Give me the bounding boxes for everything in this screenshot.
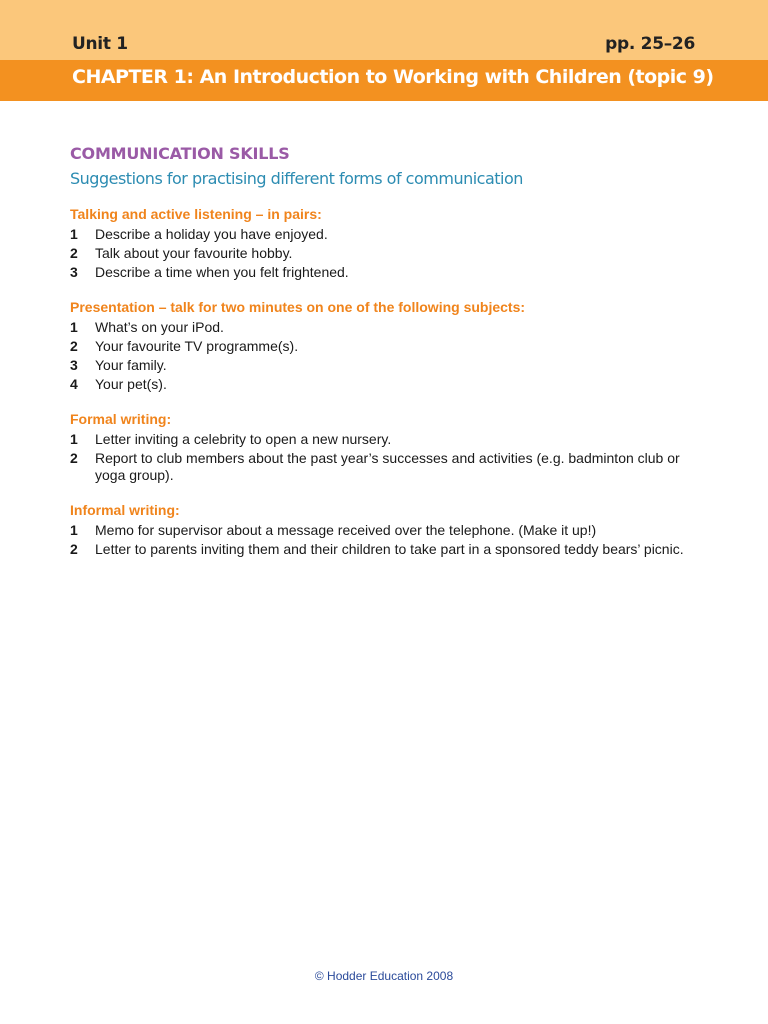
list-item bbox=[70, 226, 710, 243]
list-item bbox=[70, 319, 710, 336]
formal-writing-block bbox=[70, 411, 710, 484]
item-text: Describe a time when you felt frightened. bbox=[95, 264, 349, 280]
copyright-footer: © Hodder Education 2008 bbox=[314, 969, 454, 983]
item-text: Your family. bbox=[95, 357, 167, 373]
item-number: 3 bbox=[70, 357, 78, 373]
section-title: COMMUNICATION SKILLS bbox=[70, 144, 290, 163]
item-number: 2 bbox=[70, 245, 78, 261]
informal-writing-block bbox=[70, 502, 710, 558]
list-item bbox=[70, 431, 710, 448]
presentation-block bbox=[70, 299, 710, 393]
block-heading: Formal writing: bbox=[70, 411, 172, 427]
item-number: 3 bbox=[70, 264, 78, 280]
item-text: Letter to parents inviting them and their children to take part in a sponsored teddy bears’ picnic. bbox=[95, 541, 684, 557]
item-number: 2 bbox=[70, 541, 78, 557]
item-number: 1 bbox=[70, 522, 78, 538]
section-subtitle: Suggestions for practising different forms of communication bbox=[70, 169, 523, 188]
list-item bbox=[70, 541, 710, 558]
list-item bbox=[70, 376, 710, 393]
page-range: pp. 25–26 bbox=[605, 34, 695, 54]
main-content bbox=[70, 144, 710, 576]
item-text: Report to club members about the past year’s successes and activities (e.g. badminton club or yoga group). bbox=[95, 450, 680, 483]
item-number: 1 bbox=[70, 431, 78, 447]
list-item bbox=[70, 522, 710, 539]
block-heading: Informal writing: bbox=[70, 502, 180, 518]
item-number: 1 bbox=[70, 319, 78, 335]
item-text: Talk about your favourite hobby. bbox=[95, 245, 293, 261]
item-text: Your favourite TV programme(s). bbox=[95, 338, 299, 354]
item-text: Memo for supervisor about a message received over the telephone. (Make it up!) bbox=[95, 522, 597, 538]
list-item bbox=[70, 338, 710, 355]
chapter-title: CHAPTER 1: An Introduction to Working with Children (topic 9) bbox=[72, 66, 714, 88]
item-text: What’s on your iPod. bbox=[95, 319, 224, 335]
item-number: 2 bbox=[70, 450, 78, 466]
list-item bbox=[70, 264, 710, 281]
block-heading: Talking and active listening – in pairs: bbox=[70, 206, 322, 222]
unit-label: Unit 1 bbox=[72, 34, 128, 54]
block-heading: Presentation – talk for two minutes on one of the following subjects: bbox=[70, 299, 526, 315]
list-item bbox=[70, 357, 710, 374]
list-item bbox=[70, 450, 710, 484]
talking-listening-block bbox=[70, 206, 710, 281]
item-number: 1 bbox=[70, 226, 78, 242]
item-text: Describe a holiday you have enjoyed. bbox=[95, 226, 328, 242]
item-text: Letter inviting a celebrity to open a new nursery. bbox=[95, 431, 392, 447]
item-number: 2 bbox=[70, 338, 78, 354]
item-number: 4 bbox=[70, 376, 78, 392]
item-text: Your pet(s). bbox=[95, 376, 167, 392]
list-item bbox=[70, 245, 710, 262]
